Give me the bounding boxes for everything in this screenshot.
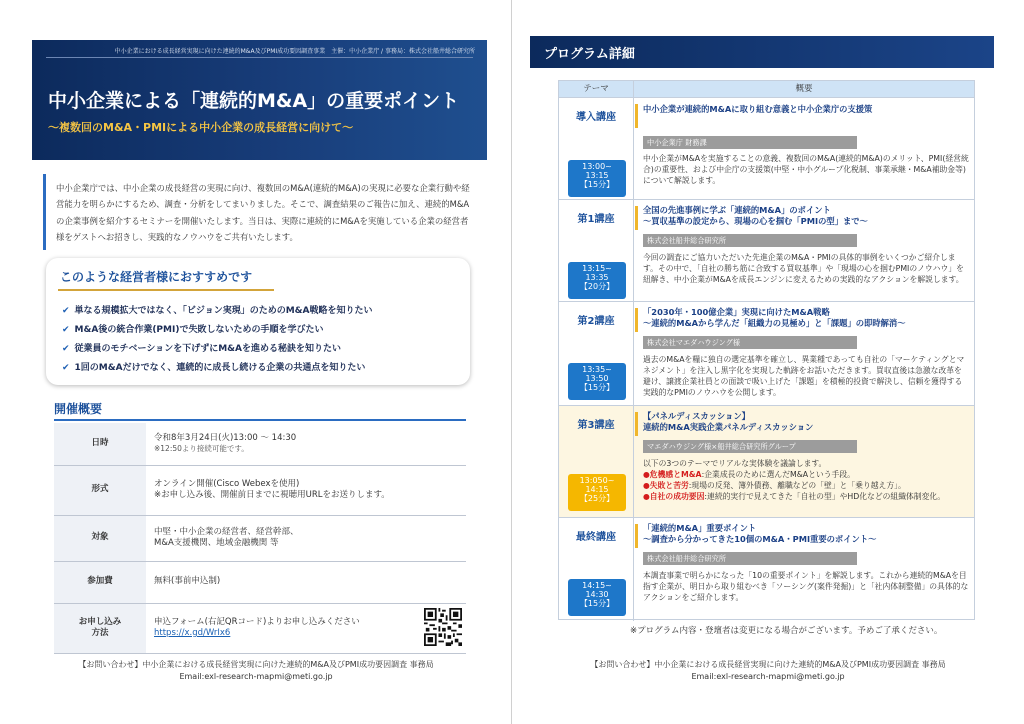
list-item: ✔ 従業員のモチベーションを下げずにM&Aを進める秘訣を知りたい: [62, 344, 341, 354]
session-label: 第3講座: [577, 420, 615, 431]
table-row: [559, 97, 974, 199]
table-row: [54, 423, 466, 465]
accent-bar: [635, 412, 638, 436]
contact-label: 【お問い合わせ】中小企業における成長経営実現に向けた連続的M&A及びPMI成功要因調査 事務局: [78, 660, 434, 669]
intro-text: 中小企業庁では、中小企業の成長経営の実現に向け、複数回のM&A(連続的M&A)の実現に必要な企業行動や経営能力を明らかにするため、調査・分析をしてまいりました。そこで、調査結果のご報告に加え、連続的M&Aの企業事例を紹介するセミナーを開催いたします。当日は、実際に連続的にM&Aを実施している企業の経営者様をゲストへお招きし、実践的なノウハウをご共有いたします。: [43, 174, 473, 250]
session-title: 全国の先進事例に学ぶ「連続的M&A」のポイント: [643, 205, 831, 215]
session-label: 第1講座: [577, 214, 615, 225]
list-item: ✔ 1回のM&Aだけでなく、連続的に成長し続ける企業の共通点を知りたい: [62, 363, 366, 373]
target-label: 対象: [54, 515, 146, 561]
summary-divider: [54, 419, 466, 421]
apply-link[interactable]: https://x.gd/WrIx6: [154, 628, 231, 638]
table-row: [559, 405, 974, 517]
session-time: 13:15~ 13:35 【20分】: [568, 262, 626, 299]
page-subtitle: ～複数回のM&A・PMIによる中小企業の成長経営に向けて～: [48, 121, 354, 134]
session-title: 【パネルディスカッション】: [643, 411, 750, 421]
fee-value: 無料(事前申込制): [146, 561, 466, 603]
fee-label: 参加費: [54, 561, 146, 603]
check-icon: ✔: [62, 306, 70, 316]
program-header: [530, 36, 994, 68]
date-label: 日時: [54, 423, 146, 465]
check-icon: ✔: [62, 325, 70, 335]
recommend-list: [62, 302, 372, 378]
contact-email: Email:exl-research-mapmi@meti.go.jp: [179, 671, 333, 681]
check-icon: ✔: [62, 363, 70, 373]
session-label: 導入講座: [576, 112, 616, 123]
session-title: 「連続的M&A」重要ポイント: [643, 523, 757, 533]
format-note: ※お申し込み後、開催前日までに視聴用URLをお送りします。: [154, 490, 390, 500]
recommend-box: [46, 258, 470, 385]
speaker-tag: 株式会社船井総合研究所: [643, 234, 857, 247]
format-label: 形式: [54, 465, 146, 515]
session-title: 中小企業が連続的M&Aに取り組む意義と中小企業庁の支援策: [643, 104, 873, 114]
program-note: ※プログラム内容・登壇者は変更になる場合がございます。予めご了承ください。: [630, 626, 943, 636]
session-label: 第2講座: [577, 316, 615, 327]
speaker-tag: マエダハウジング様×船井総合研究所グループ: [643, 440, 857, 453]
session-time: 13:00~ 13:15 【15分】: [568, 160, 626, 197]
table-row: [54, 515, 466, 561]
speaker-tag: 株式会社マエダハウジング様: [643, 336, 857, 349]
session-description: 本調査事業で明らかになった「10の重要ポイント」を解説します。これから連続的M&Aを目指す企業が、明日から取り組むべき「ソーシング(案件発掘)」と「社内体制整備」の具体的なアクションをご紹介します。: [643, 571, 969, 602]
qr-code-icon[interactable]: [424, 608, 462, 646]
session-time: 14:15~ 14:30 【15分】: [568, 579, 626, 616]
column-header-theme: テーマ: [559, 81, 633, 97]
format-value: オンライン開催(Cisco Webexを使用): [154, 478, 300, 489]
speaker-tag: 株式会社船井総合研究所: [643, 552, 857, 565]
apply-value: 申込フォーム(右記QRコード)よりお申し込みください: [154, 616, 360, 627]
table-row: [559, 301, 974, 405]
accent-bar: [635, 206, 638, 230]
session-title: 「2030年・100億企業」実現に向けたM&A戦略: [643, 307, 830, 317]
panel-point: ●失敗と苦労:現場の反発、簿外債務、離職などの「壁」と「乗り越え方」。: [643, 480, 906, 490]
recommend-underline: [58, 289, 274, 291]
column-divider: [633, 81, 634, 621]
check-icon: ✔: [62, 344, 70, 354]
accent-bar: [635, 524, 638, 548]
summary-title: 開催概要: [54, 402, 103, 416]
table-row: [54, 465, 466, 515]
date-note: ※12:50より接続可能です。: [154, 444, 249, 454]
target-value-2: M&A支援機関、地域金融機関 等: [154, 538, 279, 548]
contact-email: Email:exl-research-mapmi@meti.go.jp: [691, 671, 845, 681]
date-value: 令和8年3月24日(火)13:00 ～ 14:30: [154, 432, 297, 443]
contact-info: [512, 659, 1024, 682]
panel-point: ●自社の成功要因:連続的実行で見えてきた「自社の型」やHD化などの組織体制変化。: [643, 491, 945, 501]
table-row: [54, 561, 466, 603]
apply-label-2: 方法: [91, 628, 109, 638]
summary-table: [54, 423, 466, 654]
apply-label-1: お申し込み: [78, 616, 122, 627]
session-label: 最終講座: [576, 532, 616, 543]
session-subtitle: 連続的M&A実践企業パネルディスカッション: [643, 422, 814, 432]
session-subtitle: ～連続的M&Aから学んだ「組織力の見極め」と「課題」の即時解消～: [643, 318, 906, 328]
recommend-title: このような経営者様におすすめです: [60, 270, 253, 284]
page-title: 中小企業による「連続的M&A」の重要ポイント: [48, 90, 460, 112]
panel-intro: 以下の3つのテーマでリアルな実体験を議論します。: [643, 459, 827, 468]
table-row: [559, 199, 974, 301]
contact-label: 【お問い合わせ】中小企業における成長経営実現に向けた連続的M&A及びPMI成功要因調査 事務局: [590, 660, 946, 669]
accent-bar: [635, 104, 638, 128]
session-description: [643, 459, 969, 503]
target-value-1: 中堅・中小企業の経営者、経営幹部、: [154, 526, 299, 537]
program-title: プログラム詳細: [544, 47, 635, 62]
session-subtitle: ～調査から分かってきた10個のM&A・PMI重要のポイント～: [643, 534, 877, 544]
session-description: 過去のM&Aを糧に独自の選定基準を確立し、異業種であっても自社の「マーケティングとマネジメント」を注入し黒字化を実現した軌跡をお話いただきます。買収直後は急激な改革を避け、譲渡企業社員との面談で吸い上げた「課題」を積極的投資で解決し、信頼を獲得する実践的なPMIのノウハウを公開します。: [643, 355, 965, 397]
table-row: [559, 517, 974, 621]
header-note: 中小企業における成長経営実現に向けた連続的M&A及びPMI成功要因調査事業 主催：中小企業庁 / 事務局：株式会社船井総合研究所: [114, 48, 475, 55]
speaker-tag: 中小企業庁 財務課: [643, 136, 857, 149]
list-item: ✔ 単なる規模拡大ではなく、「ビジョン実現」のためのM&A戦略を知りたい: [62, 306, 373, 316]
accent-bar: [635, 308, 638, 332]
session-description: 今回の調査にご協力いただいた先進企業のM&A・PMIの具体的事例をいくつかご紹介します。その中で、「自社の勝ち筋に合致する買収基準」や「現場の心を掴むPMIのノウハウ」を紐解き、中小企業がM&Aを成長エンジンに変えるための実践的なアクションを解説します。: [643, 253, 964, 284]
table-row: [54, 603, 466, 653]
panel-point: ●危機感とM&A:企業成長のために選んだM&Aという手段。: [643, 469, 855, 479]
session-subtitle: ～買収基準の設定から、現場の心を掴む「PMIの型」まで～: [643, 216, 868, 226]
column-header-overview: 概要: [634, 81, 974, 97]
contact-info: [0, 659, 512, 682]
session-description: 中小企業がM&Aを実施することの意義、複数回のM&A(連続的M&A)のメリット、PMI(経営統合)の重要性、および中企庁の支援策(中堅・中小グループ化税制、事業承継・M&A補助金等)について解説します。: [643, 154, 969, 185]
program-table: [558, 80, 975, 620]
hero-banner: [32, 40, 487, 160]
session-time: 13:35~ 13:50 【15分】: [568, 363, 626, 400]
hero-divider: [46, 57, 473, 58]
session-time: 13:050~ 14:15 【25分】: [568, 474, 626, 511]
list-item: ✔ M&A後の統合作業(PMI)で失敗しないための手順を学びたい: [62, 325, 324, 335]
